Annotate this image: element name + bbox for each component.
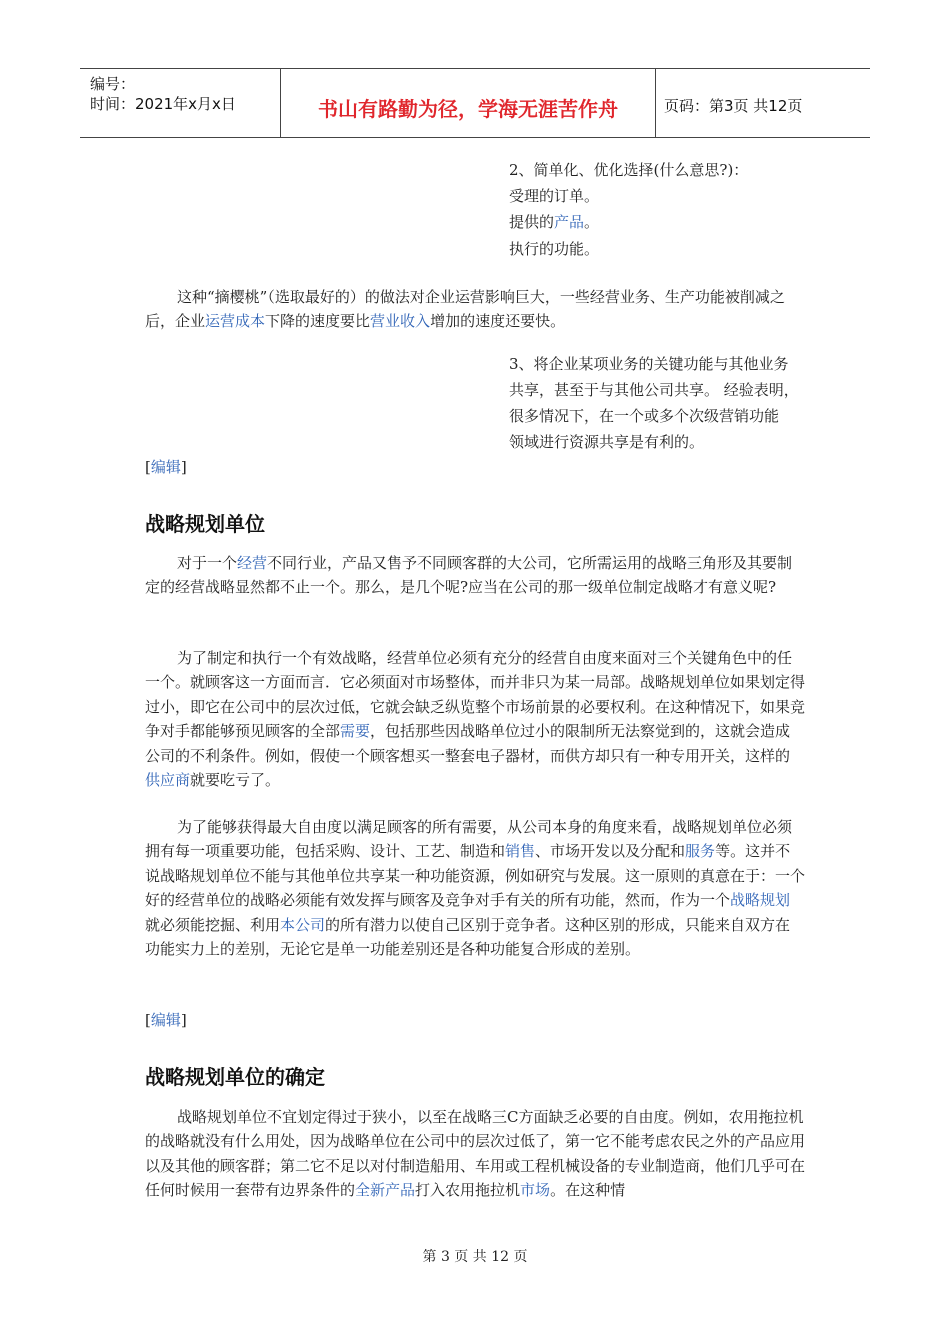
edit-link-wrapper (145, 1009, 187, 1030)
text: 就必须能挖掘、利用 (145, 915, 281, 934)
list2-item-functions: 执行的功能。 (509, 240, 600, 258)
text: 为了能够获得最大自由度以满足顾客的所有需要，从公司本身的角度来看，战略规划单位必须拥有每一项重要功能，包括采购、设计、工艺、制造和 (145, 818, 793, 861)
list3-line-1: 3、将企业某项业务的关键功能与其他业务 (509, 355, 789, 373)
text: 对于一个 (177, 554, 238, 572)
text: 。 (584, 213, 600, 231)
page-header (80, 68, 870, 138)
page-label: 页码：第3页 共12页 (664, 97, 803, 115)
text: 、市场开发以及分配和 (535, 842, 686, 861)
text: 的所有潜力以使自己区别于竞争者。这种区别的形成，只能来自双方在功能实力上的差别，无论它是单一功能差别还是各种功能复合形成的差别。 (145, 915, 791, 959)
paragraph-section1-2 (145, 646, 805, 792)
header-info-cell (80, 69, 281, 137)
motto: 书山有路勤为径，学海无涯苦作舟 (318, 97, 618, 121)
paragraph-section1-1 (145, 551, 805, 600)
link-service[interactable]: 服务 (685, 842, 716, 861)
link-operating-cost[interactable]: 运营成本 (205, 312, 266, 331)
list2-item-products (509, 210, 599, 234)
text: ] (180, 458, 187, 476)
list3-line-2: 共享，甚至于与其他公司共享。 经验表明， (509, 381, 799, 399)
paragraph-section2-1 (145, 1105, 805, 1203)
edit-link[interactable]: 编辑 (150, 458, 181, 476)
paragraph-cherry-picking (145, 285, 805, 334)
link-new-product[interactable]: 全新产品 (355, 1181, 416, 1200)
list3-line-4: 领域进行资源共享是有利的。 (509, 433, 705, 451)
text: [ (145, 458, 151, 476)
text: ] (180, 1011, 187, 1029)
list2-title: 2、简单化、优化选择(什么意思?)： (509, 161, 749, 179)
link-company[interactable]: 本公司 (280, 915, 326, 934)
text: 不同行业，产品又售予不同顾客群的大公司，它所需运用的战略三角形及其要制定的经营战略显然都不止一个。那么，是几个呢?应当在公司的那一级单位制定战略才有意义呢? (145, 554, 793, 597)
link-sales[interactable]: 销售 (505, 842, 536, 861)
text: 打入农用拖拉机 (415, 1181, 521, 1200)
text: ，包括那些因战略单位过小的限制所无法察觉到的，这就会造成公司的不利条件。例如，假使一个顾客想买一整套电子器材，而供方却只有一种专用开关，这样的 (145, 722, 791, 765)
text: 为了制定和执行一个有效战略，经营单位必须有充分的经营自由度来面对三个关键角色中的任一个。就顾客这一方面而言．它必须面对市场整体，而并非只为某一局部。战略规划单位如果划定得过小，即它在公司中的层次过低，它就会缺乏纵览整个市场前景的必要权利。在这种情况下，如果竞争对手都能够预见顾客的全部 (145, 649, 806, 741)
section-heading: 战略规划单位的确定 (145, 1065, 325, 1089)
link-market[interactable]: 市场 (520, 1181, 551, 1200)
link-products[interactable]: 产品 (554, 213, 585, 231)
text: 等。这并不说战略规划单位不能与其他单位共享某一种功能资源，例如研究与发展。这一原则的真意在于：一个好的经营单位的战略必须能有效发挥与顾客及竞争对手有关的所有功能，然而，作为一个 (145, 842, 806, 910)
text: 战略规划单位不宜划定得过于狭小，以至在战略三C方面缺乏必要的自由度。例如，农用拖拉机的战略就没有什么用处，因为战略单位在公司中的层次过低了，第一它不能考虑农民之外的产品应用以及其他的顾客群；第二它不足以对付制造船用、车用或工程机械设备的专业制造商，他们几乎可在任何时候用一套带有边界条件的 (145, 1108, 806, 1200)
link-operating-revenue[interactable]: 营业收入 (370, 312, 431, 331)
link-needs[interactable]: 需要 (340, 722, 371, 741)
edit-link[interactable]: 编辑 (150, 1011, 181, 1029)
text: 就要吃亏了。 (190, 771, 281, 790)
text: [ (145, 1011, 151, 1029)
number-label: 编号： (90, 75, 136, 93)
edit-link-wrapper (145, 456, 187, 477)
text: 。在这种情 (550, 1181, 626, 1200)
header-motto-cell (281, 69, 656, 137)
link-business[interactable]: 经营 (237, 554, 268, 572)
list3-line-3: 很多情况下，在一个或多个次级营销功能 (509, 407, 780, 425)
text: 增加的速度还要快。 (430, 312, 566, 331)
link-strategic-planning[interactable]: 战略规划 (730, 891, 791, 910)
link-supplier[interactable]: 供应商 (145, 771, 191, 790)
page-footer: 第 3 页 共 12 页 (422, 1249, 528, 1265)
list2-item-orders: 受理的订单。 (509, 187, 600, 205)
header-page-cell (656, 69, 870, 137)
text: 下降的速度要比 (265, 312, 371, 331)
section-heading: 战略规划单位 (145, 512, 265, 536)
text: 这种“摘樱桃”（选取最好的）的做法对企业运营影响巨大，一些经营业务、生产功能被削减之后，企业 (145, 288, 785, 331)
date-label: 时间：2021年x月x日 (90, 95, 236, 113)
paragraph-section1-3 (145, 815, 805, 961)
text: 提供的 (509, 213, 555, 231)
